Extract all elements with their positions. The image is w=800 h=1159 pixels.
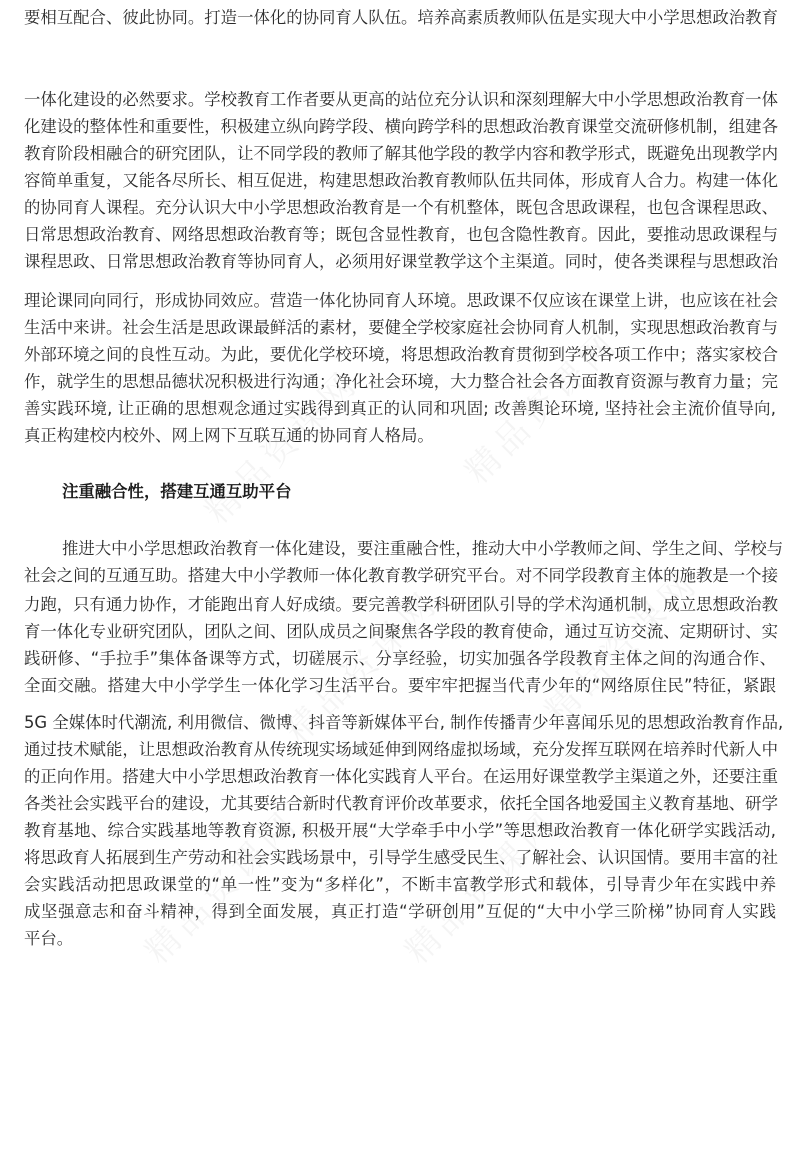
text-line: 推进大中小学思想政治教育一体化建设，要注重融合性，推动大中小学教师之间、学生之间、学校与 [62,539,784,558]
text-line: 将思政育人拓展到生产劳动和社会实践场景中，引导学生感受民生、了解社会、认识国情。要用丰富的社 [24,848,778,867]
text-line: 教育阶段相融合的研究团队，让不同学段的教师了解其他学段的教学内容和教学形式，既避免出现教学内 [24,144,778,163]
text-line: 要相互配合、彼此协同。打造一体化的协同育人队伍。培养高素质教师队伍是实现大中小学思想政治教育 [24,8,778,27]
text-line: 育一体化专业研究团队，团队之间、团队成员之间聚焦各学段的教育使命，通过互访交流、定期研讨、实 [24,622,778,641]
text-line: 全面交融。搭建大中小学学生一体化学习生活平台。要牢牢把握当代青少年的“网络原住民”特征，紧跟 [24,676,776,695]
text-line: 社会之间的互通互助。搭建大中小学教师一体化教育教学研究平台。对不同学段教育主体的施教是一个接 [24,566,778,585]
text-line: 课程思政、日常思想政治教育等协同育人，必须用好课堂教学这个主渠道。同时，使各类课程与思想政治 [24,252,778,271]
text-line: 会实践活动把思政课堂的“单一性”变为“多样化”，不断丰富教学形式和载体，引导青少年在实践中养 [24,875,776,894]
text-line: 各类社会实践平台的建设，尤其要结合新时代教育评价改革要求，依托全国各地爱国主义教育基地、研学 [24,794,778,813]
text-line: 化建设的整体性和重要性，积极建立纵向跨学段、横向跨学科的思想政治教育课堂交流研修机制，组建各 [24,117,778,136]
text-line: 真正构建校内校外、网上网下互联互通的协同育人格局。 [24,426,434,445]
text-line: 的协同育人课程。充分认识大中小学思想政治教育是一个有机整体，既包含思政课程，也包含课程思政、 [24,198,778,217]
text-line: 5G 全媒体时代潮流, 利用微信、微博、抖音等新媒体平台, 制作传播青少年喜闻乐见的思想政治教育作品, [24,713,784,732]
section-heading: 注重融合性，搭建互通互助平台 [62,482,292,501]
text-line: 成坚强意志和奋斗精神，得到全面发展，真正打造“学研创用”互促的“大中小学三阶梯”协同育人实践 [24,902,776,921]
text-line: 力跑，只有通力协作，才能跑出育人好成绩。要完善教学科研团队引导的学术沟通机制，成立思想政治教 [24,595,778,614]
text-line: 理论课同向同行，形成协同效应。营造一体化协同育人环境。思政课不仅应该在课堂上讲，也应该在社会 [24,291,778,310]
text-line: 外部环境之间的良性互动。为此，要优化学校环境，将思想政治教育贯彻到学校各项工作中；落实家校合 [24,345,778,364]
text-line: 生活中来讲。社会生活是思政课最鲜活的素材，要健全学校家庭社会协同育人机制，实现思想政治教育与 [24,318,778,337]
text-line: 的正向作用。搭建大中小学思想政治教育一体化实践育人平台。在运用好课堂教学主渠道之外，还要注重 [24,767,778,786]
text-line: 容简单重复，又能各尽所长、相互促进，构建思想政治教育教师队伍共同体，形成育人合力。构建一体化 [24,171,778,190]
text-line: 教育基地、综合实践基地等教育资源, 积极开展“大学牵手中小学”等思想政治教育一体化研学实践活动, [24,821,776,840]
text-line: 平台。 [24,929,74,948]
text-line: 一体化建设的必然要求。学校教育工作者要从更高的站位充分认识和深刻理解大中小学思想政治教育一体 [24,90,778,109]
text-line: 通过技术赋能，让思想政治教育从传统现实场域延伸到网络虚拟场域，充分发挥互联网在培养时代新人中 [24,740,778,759]
text-line: 作，就学生的思想品德状况积极进行沟通；净化社会环境，大力整合社会各方面教育资源与教育力量；完 [24,372,778,391]
text-line: 善实践环境, 让正确的思想观念通过实践得到真正的认同和巩固; 改善舆论环境, 坚持社会主流价值导向, [24,399,776,418]
text-line: 日常思想政治教育、网络思想政治教育等；既包含显性教育，也包含隐性教育。因此，要推动思政课程与 [24,225,778,244]
text-line: 践研修、“手拉手”集体备课等方式，切磋展示、分享经验，切实加强各学段教育主体之间的沟通合作、 [24,649,776,668]
